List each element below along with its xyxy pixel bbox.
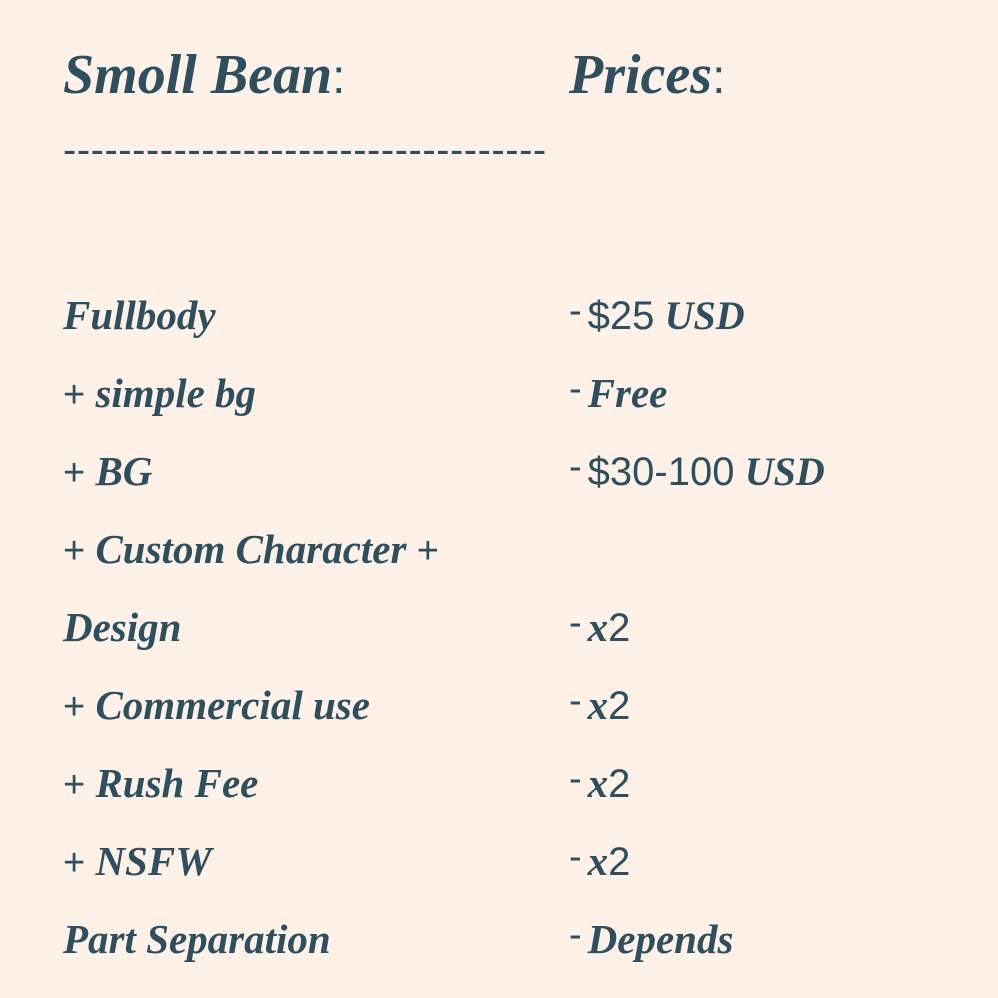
price-dash: - <box>569 680 582 722</box>
item-price <box>569 368 667 420</box>
item-price <box>569 680 630 732</box>
plus-sign: + <box>63 842 86 884</box>
price-row <box>0 368 998 446</box>
price-word: Depends <box>587 916 734 962</box>
price-row <box>0 680 998 758</box>
price-row <box>0 446 998 524</box>
multiplier-value: 2 <box>608 606 631 650</box>
item-price <box>569 290 745 342</box>
price-dash: - <box>569 368 582 410</box>
title-text: Prices <box>569 44 713 106</box>
item-price <box>569 446 825 498</box>
price-dash: - <box>569 290 582 332</box>
plus-sign: + <box>63 530 86 572</box>
item-name: Design <box>63 604 182 650</box>
item-name: Fullbody <box>63 292 216 338</box>
multiplier-x: x <box>587 682 609 728</box>
plus-sign: + <box>63 452 86 494</box>
item-name: Rush Fee <box>95 760 259 806</box>
multiplier-value: 2 <box>608 762 631 806</box>
item-name: BG <box>95 448 153 494</box>
item-label <box>63 836 212 888</box>
item-label <box>63 758 258 810</box>
plus-sign: + <box>416 530 439 572</box>
price-dash: - <box>569 602 582 644</box>
title-colon: : <box>332 51 346 104</box>
price-row <box>0 524 998 602</box>
price-row <box>0 602 998 680</box>
item-name: Part Separation <box>63 916 331 962</box>
title-colon: : <box>712 51 726 104</box>
price-dash: - <box>569 836 582 878</box>
price-row <box>0 914 998 992</box>
price-amount: $30-100 <box>587 450 735 494</box>
item-name: simple bg <box>95 370 257 416</box>
price-dash: - <box>569 758 582 800</box>
smoll-bean-title <box>63 42 346 111</box>
item-name: Custom Character <box>95 526 407 572</box>
item-price <box>569 758 630 810</box>
plus-sign: + <box>63 686 86 728</box>
item-price <box>569 602 630 654</box>
item-label <box>63 446 152 498</box>
item-label <box>63 368 256 420</box>
title-text: Smoll Bean <box>63 44 333 106</box>
multiplier-value: 2 <box>608 684 631 728</box>
multiplier-x: x <box>587 604 609 650</box>
price-row <box>0 836 998 914</box>
price-word: Free <box>587 370 668 416</box>
item-name: Commercial use <box>95 682 370 728</box>
item-label <box>63 524 439 576</box>
item-label <box>63 914 331 964</box>
multiplier-value: 2 <box>608 840 631 884</box>
price-dash: - <box>569 914 582 956</box>
price-dash: - <box>569 446 582 488</box>
multiplier-x: x <box>587 838 609 884</box>
prices-title <box>569 42 725 111</box>
plus-sign: + <box>63 764 86 806</box>
price-unit: USD <box>664 293 745 338</box>
item-label <box>63 602 181 652</box>
price-unit: USD <box>744 449 825 494</box>
item-price <box>569 914 733 966</box>
item-label <box>63 680 370 732</box>
dashed-divider: ----------------------------------- <box>63 128 547 172</box>
price-row <box>0 290 998 368</box>
multiplier-x: x <box>587 760 609 806</box>
item-price <box>569 836 630 888</box>
price-row <box>0 758 998 836</box>
price-amount: $25 <box>587 294 655 338</box>
item-label <box>63 290 216 340</box>
plus-sign: + <box>63 374 86 416</box>
item-name: NSFW <box>95 838 212 884</box>
